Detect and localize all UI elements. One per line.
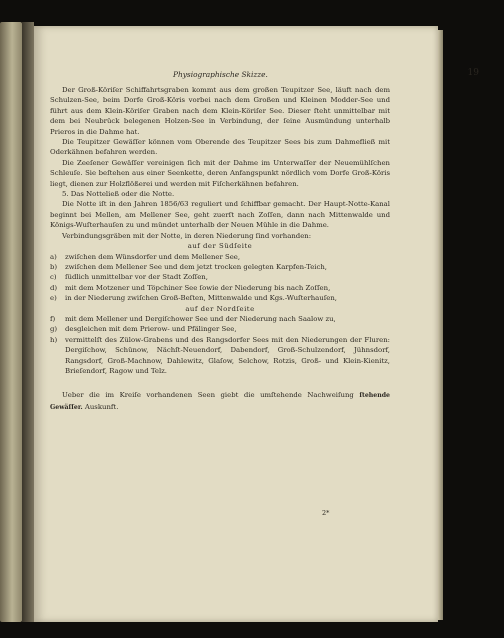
signature-mark: 2* bbox=[322, 509, 330, 517]
book-gutter bbox=[22, 22, 34, 622]
list-item-text: zwiſchen dem Wünsdorfer und dem Mellener See, bbox=[65, 252, 241, 261]
list-item-text: mit dem Mellener und Dergiſchower See und der Niederung nach Saalow zu, bbox=[65, 314, 336, 323]
paragraph-teupitzer: Die Teupitzer Gewäſſer können vom Oberende des Teupitzer Sees bis zum Dahmefließ mit Oderkähnen befahren werden. bbox=[50, 138, 390, 157]
list-item bbox=[50, 262, 390, 272]
page-edge-right bbox=[438, 30, 443, 620]
list-item bbox=[50, 252, 390, 262]
list-item-text: zwiſchen dem Mellener See und dem jetzt trocken gelegten Karpfen-Teich, bbox=[65, 262, 327, 271]
page-number: 19 bbox=[467, 68, 479, 78]
left-page-edge bbox=[0, 22, 22, 622]
paragraph-closing bbox=[50, 390, 390, 413]
list-item-text: in der Niederung zwiſchen Groß-Beſten, Mittenwalde und Kgs.-Wuſterhauſen, bbox=[65, 294, 337, 303]
closing-bold-term: ſtehende Gewäſſer. bbox=[50, 392, 390, 411]
list-item-text: desgleichen mit dem Prierow- und Pfälinger See, bbox=[65, 325, 237, 334]
list-item bbox=[50, 293, 390, 303]
paragraph-schiffahrtsgraben: Der Groß-Köriſer Schiffahrtsgraben kommt aus dem großen Teupitzer See, läuft nach dem Schulzen-See, beim Dorfe Groß-Köris vorbei nach dem Großen und Kleinen Modder-See und führt aus dem Klein-Köriſer Graben nach dem Klein-Köriſer See. Dieser ſteht unmittelbar mit dem bei Neubrück belegenen Holzen-See in Verbindung, der ſeine Ausmündung unterhalb Prieros in die Dahme hat. bbox=[50, 86, 390, 136]
list-item-label: a) bbox=[50, 252, 57, 261]
page-body bbox=[50, 85, 390, 413]
list-item-text: mit dem Motzener und Töpchiner See ſowie der Niederung bis nach Zoſſen, bbox=[65, 283, 331, 292]
list-item-label: c) bbox=[50, 273, 57, 282]
paragraph-notte: Die Notte iſt in den Jahren 1856/63 reguliert und ſchiffbar gemacht. Der Haupt-Notte-Kanal beginnt bei Mellen, am Mellener See, geht zuerſt nach Zoſſen, dann nach Mittenwalde und Königs-Wuſterhauſen zu und mündet unterhalb der Neuen Mühle in die Dahme. bbox=[50, 200, 390, 230]
closing-text: Ueber die im Kreiſe vorhandenen Seen giebt die umſtehende Nachweiſung bbox=[62, 391, 354, 400]
list-item bbox=[50, 314, 390, 324]
paragraph-zeesener: Die Zeeſener Gewäſſer vereinigen ſich mit der Dahme im Unterwaſſer der Neuemühlſchen Schleuſe. Sie beſtehen aus einer Seenkette, deren Anfangspunkt nördlich vom Dorfe Groß-Köris liegt, dienen zur Holzflößerei und werden mit Fiſcherkähnen befahren. bbox=[50, 158, 390, 188]
list-item bbox=[50, 283, 390, 293]
list-item-label: h) bbox=[50, 335, 58, 344]
list-item-text: vermittelſt des Zülow-Grabens und des Rangsdorfer Sees mit den Niederungen der Fluren: Dergiſchow, Schünow, Nächſt-Neuendorf, Dabendorf, Groß-Schulzendorf, Jühnsdorf, Rangsdorf, Groß-Machnow, Dahlewitz, Glaſow, Selchow, Rotzis, Groß- und Klein-Kienitz, Brieſendorf, Ragow und Telz. bbox=[65, 335, 390, 375]
paragraph-verbindungsgraeben: Verbindungsgräben mit der Notte, in deren Niederung ſind vorhanden: bbox=[62, 231, 312, 240]
list-item-label: g) bbox=[50, 325, 58, 334]
heading-nordseite: auf der Nordſeite bbox=[185, 304, 255, 313]
list-item-label: e) bbox=[50, 294, 57, 303]
section-heading-notte: 5. Das Notteließ oder die Notte. bbox=[62, 190, 175, 199]
list-item bbox=[50, 272, 390, 282]
list-item-label: d) bbox=[50, 283, 58, 292]
list-item bbox=[50, 324, 390, 334]
section-spacer bbox=[50, 376, 390, 390]
list-item-label: b) bbox=[50, 262, 58, 271]
list-item-text: ſüdlich unmittelbar vor der Stadt Zoſſen, bbox=[65, 273, 208, 282]
running-title: Physiographische Skizze. bbox=[173, 70, 268, 79]
closing-text-end: Auskunft. bbox=[84, 402, 119, 411]
list-item-label: f) bbox=[50, 314, 56, 323]
list-item bbox=[50, 335, 390, 377]
heading-suedseite: auf der Südſeite bbox=[187, 242, 253, 251]
